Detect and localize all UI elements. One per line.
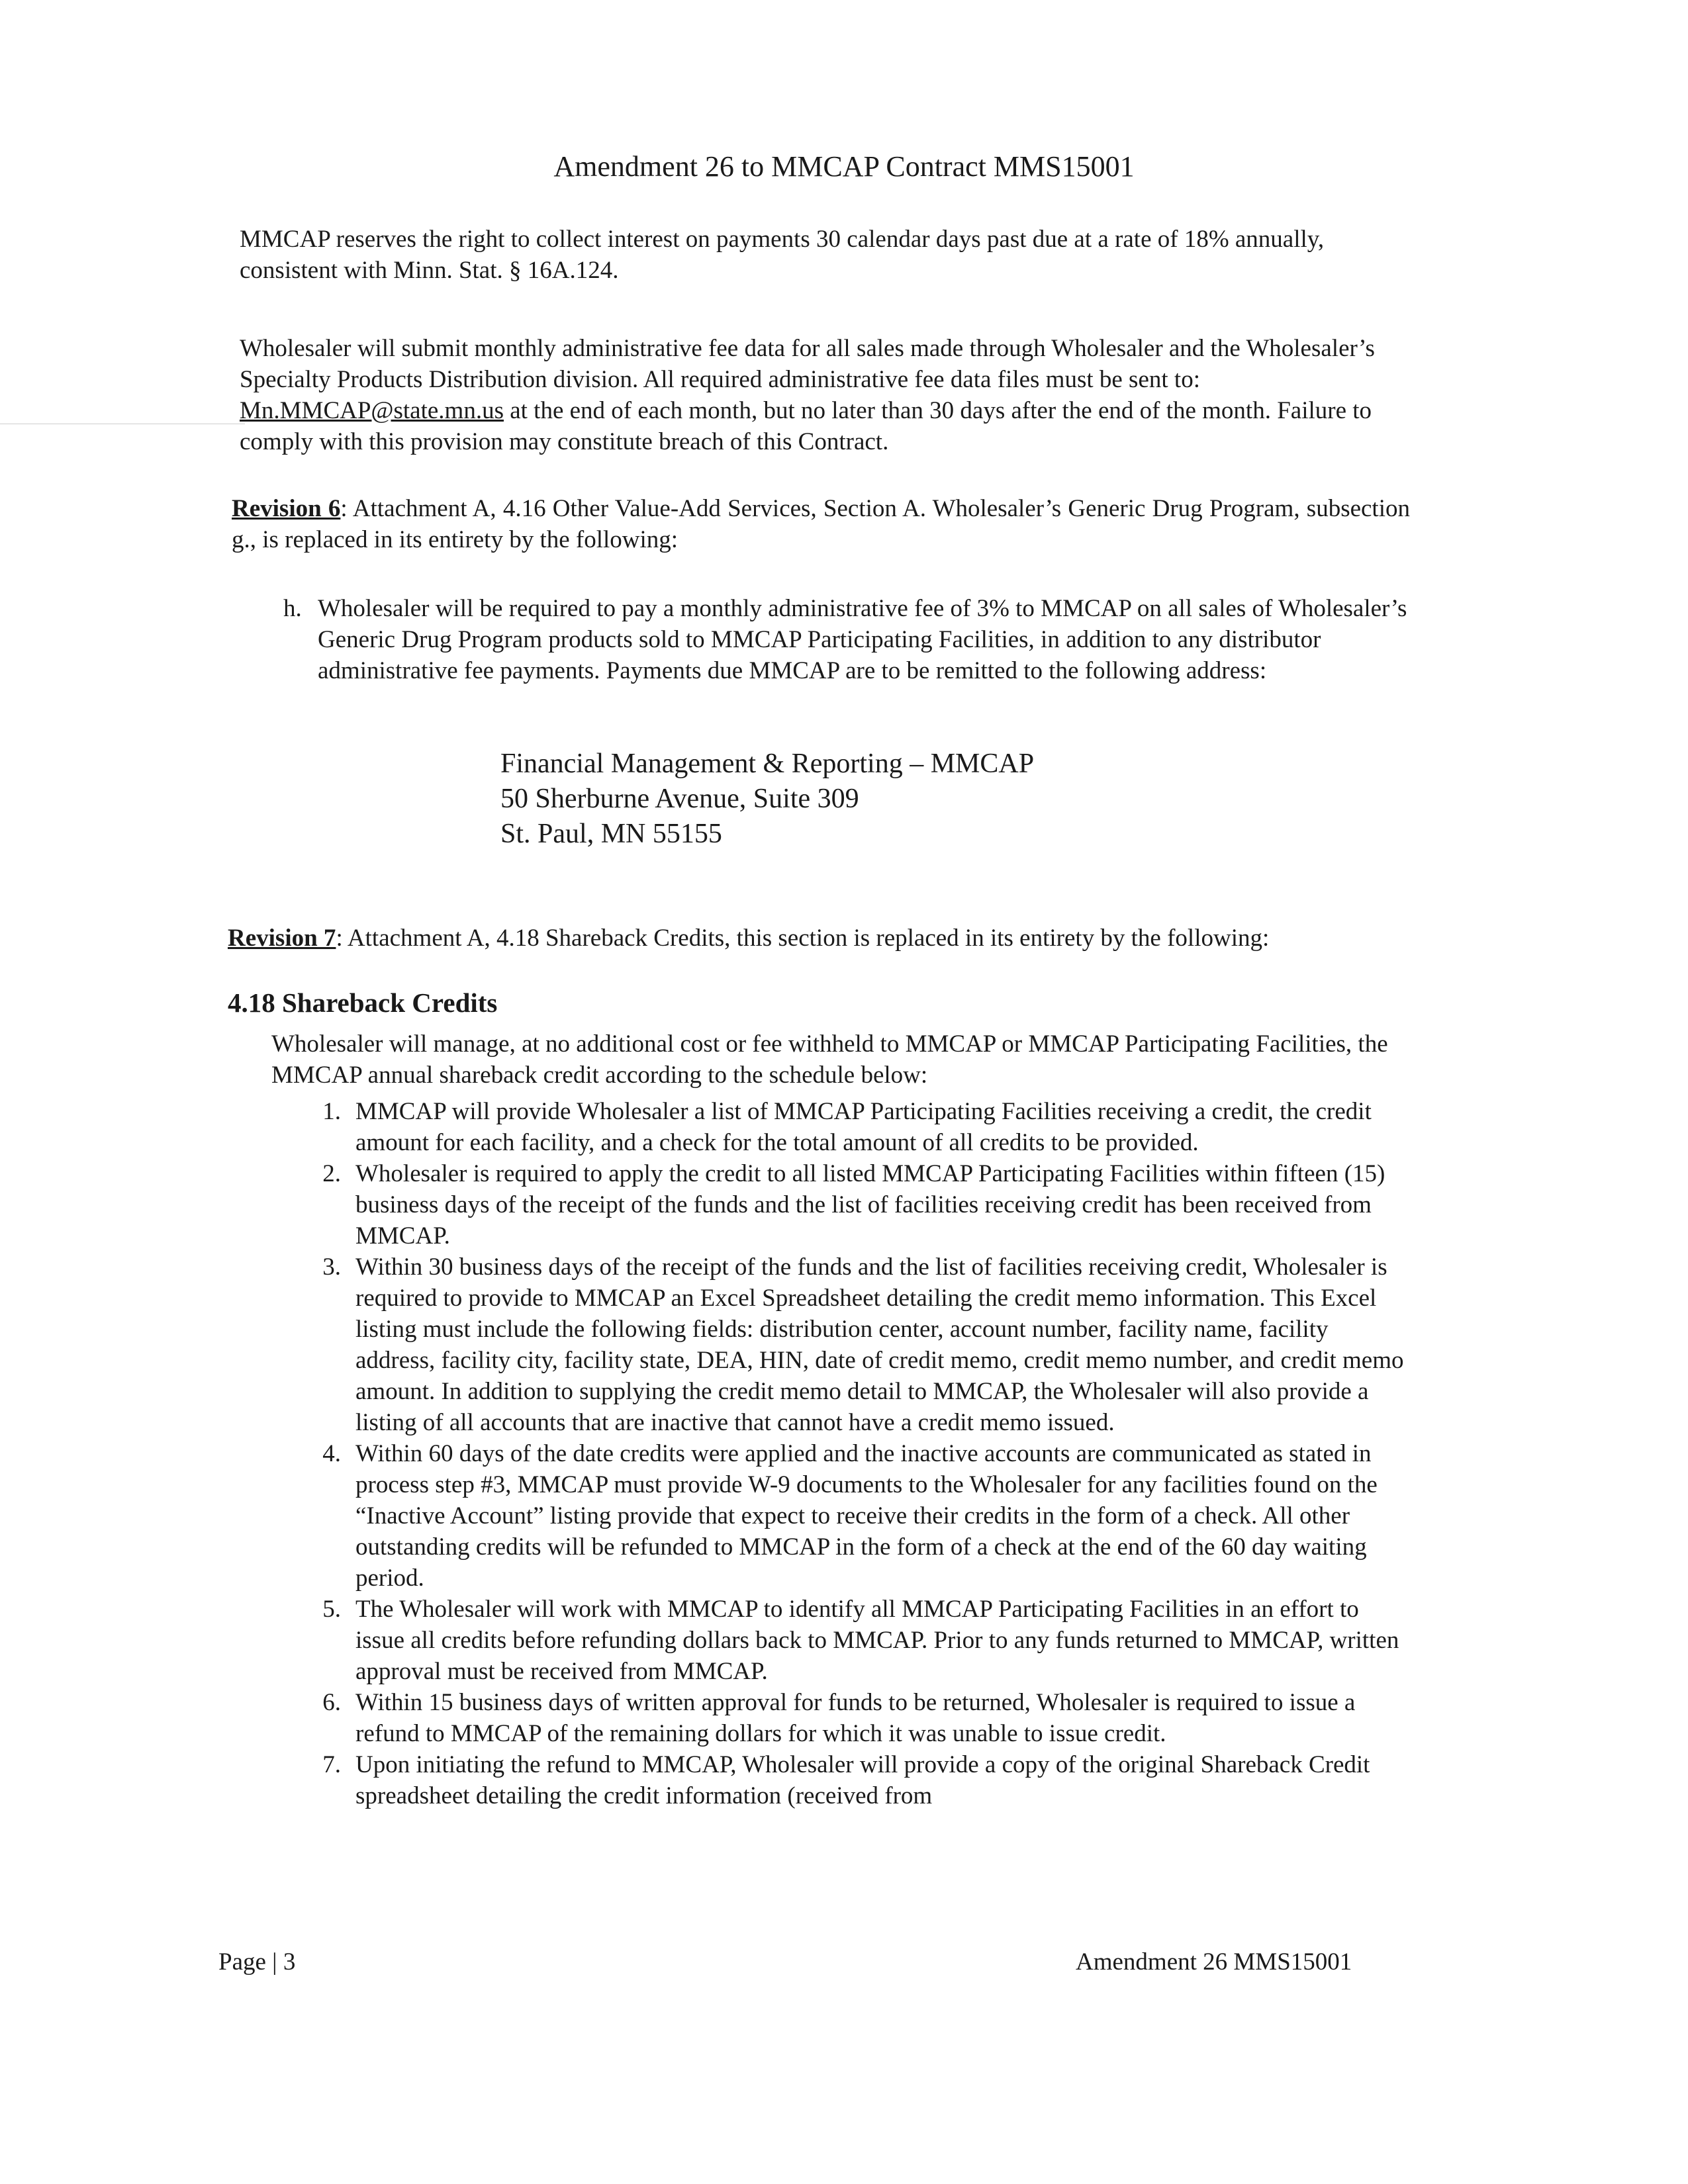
- list-item: 6. Within 15 business days of written approval for funds to be returned, Wholesaler is required to issue a refund to MMCAP of the remaining dollars for which it was unable to issue credit.: [322, 1689, 1356, 1747]
- revision-7-label: Revision 7: [228, 925, 336, 952]
- revision-6-text: : Attachment A, 4.16 Other Value-Add Services, Section A. Wholesaler’s Generic Drug Program, subsection g., is replaced in its entirety by the following:: [232, 495, 1410, 553]
- list-item: 7. Upon initiating the refund to MMCAP, Wholesaler will provide a copy of the original Shareback Credit spreadsheet detailing the credit information (received from: [322, 1751, 1370, 1809]
- list-item: 2. Wholesaler is required to apply the credit to all listed MMCAP Participating Facilities within fifteen (15) business days of the receipt of the funds and the list of facilities receiving credit has been received from MMCAP.: [322, 1160, 1385, 1250]
- page-title: Amendment 26 to MMCAP Contract MMS15001: [553, 150, 1135, 183]
- section-intro: Wholesaler will manage, at no additional cost or fee withheld to MMCAP or MMCAP Participating Facilities, the MMCAP annual shareback credit according to the schedule below:: [271, 1030, 1388, 1089]
- revision-7-paragraph: [228, 923, 1419, 954]
- revision-6-paragraph: [232, 493, 1410, 555]
- section-heading: 4.18 Shareback Credits: [228, 987, 498, 1018]
- list-item: 3. Within 30 business days of the receipt of the funds and the list of facilities receiving credit, Wholesaler is required to provide to MMCAP an Excel Spreadsheet detailing the credit memo information. This Excel listing must include the following fields: distribution center, account number, facility name, facility address, facility city, facility state, DEA, HIN, date of credit memo, credit memo number, and credit memo amount. In addition to supplying the credit memo detail to MMCAP, the Wholesaler will also provide a listing of all accounts that are inactive that cannot have a credit memo issued.: [322, 1253, 1404, 1436]
- fee-data-paragraph: [240, 333, 1385, 457]
- fee-data-text-1: Wholesaler will submit monthly administrative fee data for all sales made through Wholesaler and the Wholesaler’s Specialty Products Distribution division. All required administrative fee data files must be sent to:: [240, 335, 1375, 393]
- footer-doc-ref: Amendment 26 MMS15001: [1076, 1948, 1352, 1976]
- item-marker: h.: [283, 595, 302, 622]
- list-item: 5. The Wholesaler will work with MMCAP to identify all MMCAP Participating Facilities in an effort to issue all credits before refunding dollars back to MMCAP. Prior to any funds returned to MMCAP, written approval must be received from MMCAP.: [322, 1596, 1399, 1685]
- remittance-address: [500, 747, 1034, 852]
- interest-paragraph: MMCAP reserves the right to collect interest on payments 30 calendar days past due at a rate of 18% annually, consistent with Minn. Stat. § 16A.124.: [240, 226, 1325, 284]
- page-number: Page | 3: [218, 1948, 296, 1976]
- address-line-1: Financial Management & Reporting – MMCAP: [500, 749, 1035, 779]
- revision-7-text: : Attachment A, 4.18 Shareback Credits, this section is replaced in its entirety by the following:: [336, 925, 1270, 952]
- email-link[interactable]: Mn.MMCAP@state.mn.us: [240, 397, 504, 424]
- list-item: 1. MMCAP will provide Wholesaler a list of MMCAP Participating Facilities receiving a credit, the credit amount for each facility, and a check for the total amount of all credits to be provided.: [322, 1098, 1372, 1156]
- fee-data-text-2: at the end of each month, but no later than 30 days after the end of the month. Failure to comply with this provision may constitute breach of this Contract.: [240, 397, 1372, 455]
- item-text: Wholesaler will be required to pay a monthly administrative fee of 3% to MMCAP on all sales of Wholesaler’s Generic Drug Program products sold to MMCAP Participating Facilities, in addition to any distributor administrative fee payments. Payments due MMCAP are to be remitted to the following address:: [318, 595, 1407, 684]
- revision-6-item: [283, 593, 1409, 686]
- address-line-2: 50 Sherburne Avenue, Suite 309: [500, 784, 859, 814]
- shareback-steps-list: [306, 1096, 1405, 1811]
- revision-6-label: Revision 6: [232, 495, 341, 522]
- list-item: 4. Within 60 days of the date credits were applied and the inactive accounts are communicated as stated in process step #3, MMCAP must provide W-9 documents to the Wholesaler for any facilities found on the “Inactive Account” listing provide that expect to receive their credits in the form of a check. All other outstanding credits will be refunded to MMCAP in the form of a check at the end of the 60 day waiting period.: [322, 1440, 1378, 1592]
- address-line-3: St. Paul, MN 55155: [500, 819, 722, 849]
